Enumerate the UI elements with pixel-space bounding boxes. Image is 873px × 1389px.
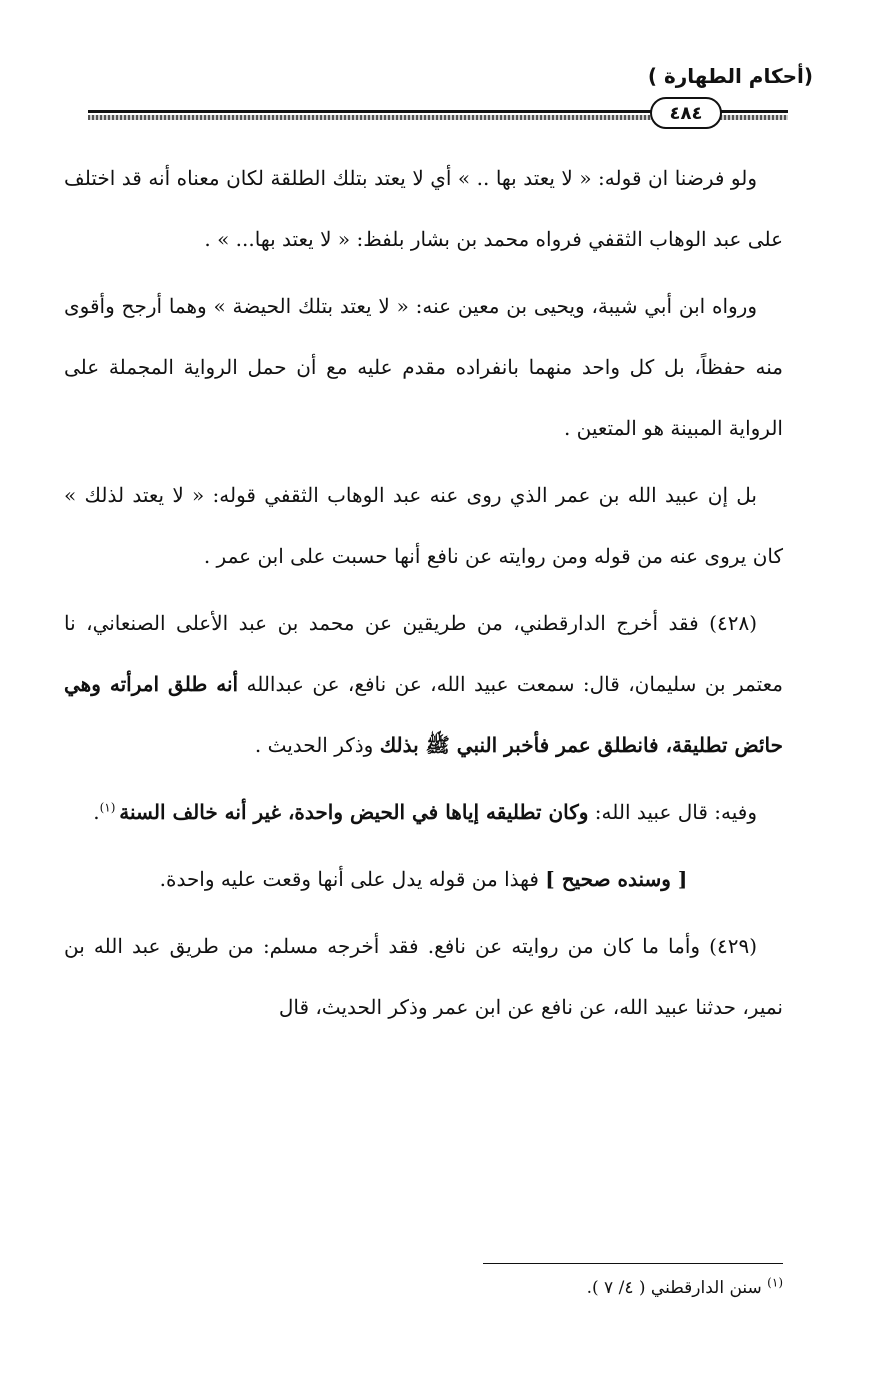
text-run: فهذا من قوله يدل على أنها وقعت عليه واحدة. <box>159 867 546 891</box>
body-text <box>64 148 783 1038</box>
footnote-separator <box>483 1263 783 1264</box>
footnote-reference: (١) <box>99 800 120 815</box>
text-run: (٤٢٩) وأما ما كان من روايته عن نافع. فقد أخرجه مسلم: من طريق عبد الله بن نمير، حدثنا عبيد الله، عن نافع عن ابن عمر وذكر الحديث، قال <box>64 934 783 1019</box>
bold-text-run: وكان تطليقه إياها في الحيض واحدة، غير أنه خالف السنة <box>119 800 589 824</box>
paragraph-p6 <box>64 849 783 910</box>
text-run: وذكر الحديث . <box>254 733 380 757</box>
text-run: بل إن عبيد الله بن عمر الذي روى عنه عبد الوهاب الثقفي قوله: « لا يعتد لذلك » كان يروى عنه من قوله ومن روايته عن نافع أنها حسبت على ابن عمر . <box>64 483 783 568</box>
text-run: . <box>93 800 100 824</box>
footnote-text: سنن الدارقطني ( ٤/ ٧ ). <box>586 1278 762 1298</box>
page-number: ٤٨٤ <box>650 97 722 129</box>
paragraph-p1 <box>64 148 783 270</box>
paragraph-p4 <box>64 593 783 776</box>
paragraph-p2 <box>64 276 783 459</box>
running-header-title: (أحكام الطهارة ) <box>647 64 813 88</box>
footnote-marker: (١) <box>767 1275 783 1290</box>
paragraph-p5 <box>64 782 783 843</box>
footnote <box>586 1275 783 1298</box>
text-run: (٤٢٨) فقد أخرج الدارقطني، من طريقين عن محمد بن عبد الأعلى الصنعاني، نا معتمر بن سليمان، قال: سمعت عبيد الله، عن نافع، عن عبدالله <box>64 611 783 696</box>
text-run: ورواه ابن أبي شيبة، ويحيى بن معين عنه: « لا يعتد بتلك الحيضة » وهما أرجح وأقوى منه حفظاً، بل كل واحد منهما بانفراده مقدم عليه مع أن حمل الرواية المجملة على الرواية المبينة هو المتعين . <box>64 294 783 440</box>
paragraph-p3 <box>64 465 783 587</box>
text-run: ولو فرضنا ان قوله: « لا يعتد بها .. » أي لا يعتد بتلك الطلقة لكان معناه أنه قد اختلف على عبد الوهاب الثقفي فرواه محمد بن بشار بلفظ: « لا يعتد بها... » . <box>64 166 783 251</box>
bold-text-run: أنه طلق امرأته وهي حائض تطليقة، فانطلق عمر فأخبر النبي ﷺ بذلك <box>64 672 783 757</box>
bold-text-run: [ وسنده صحيح ] <box>545 867 688 891</box>
paragraph-p7 <box>64 916 783 1038</box>
text-run: وفيه: قال عبيد الله: <box>588 800 757 824</box>
